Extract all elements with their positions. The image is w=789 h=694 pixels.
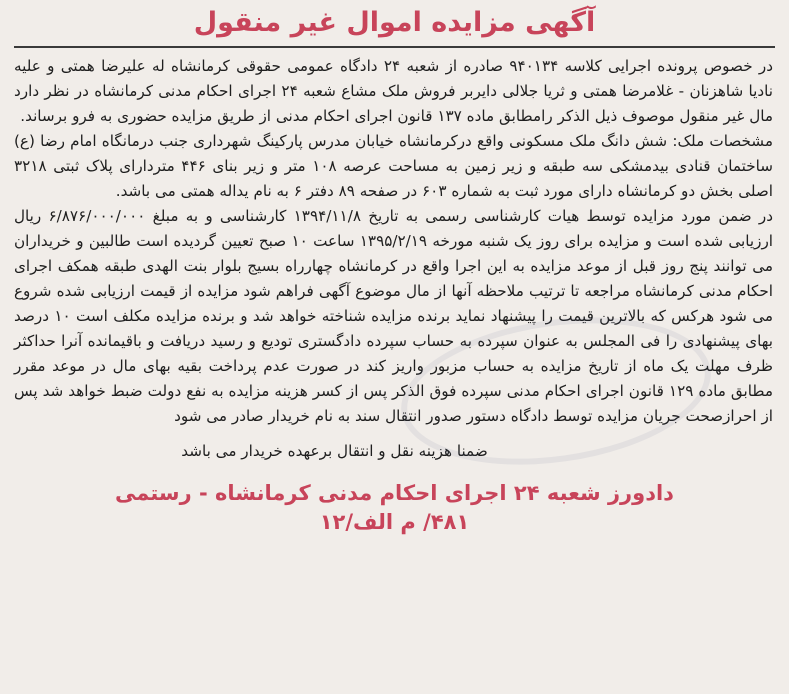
auction-terms-paragraph: در ضمن مورد مزایده توسط هیات کارشناسی رسمی به تاریخ ۱۳۹۴/۱۱/۸ کارشناسی و به مبلغ ۶/۸۷۶/۰۰۰/۰۰۰ ریال ارزیابی شده است و مزایده برای روز یک شنبه مورخه ۱۳۹۵/۲/۱۹ ساعت ۱۰ صبح تعیین گردیده است طالبین و خریداران می توانند پنج روز قبل از موعد مزایده به این اجرا واقع در کرمانشاه چهارراه بسیج بلوار بنت الهدی طبقه همکف اجرای احکام مدنی کرمانشاه مراجعه تا ترتیب ملاحظه آنها از مال موضوع آگهی فراهم شود مزایده از قیمت ارزیابی شده شروع می شود هرکس که بالاترین قیمت را پیشنهاد نماید برنده مزایده شناخته خواهد شد و برنده مزایده مکلف است ۱۰ درصد بهای پیشنهادی را فی المجلس به عنوان سپرده به حساب سپرده دادگستری تودیع و رسید دریافت و باقیمانده آنرا حداکثر ظرف مهلت یک ماه از تاریخ مزایده به حساب مزبور واریز کند در صورت عدم پرداخت بقیه بهای مال در موعد مقرر مطابق ماده ۱۲۹ قانون اجرای احکام مدنی سپرده فوق الذکر پس از کسر هزینه مزایده به نفع دولت ضبط خواهد شد پس از احرازصحت جریان مزایده توسط دادگاه دستور صدور انتقال سند به نام خریدار صادر می شود [14, 207, 774, 425]
reference-number: ۴۸۱/ م الف/۱۲ [319, 510, 470, 534]
notice-body [0, 48, 789, 429]
property-specs-paragraph: مشخصات ملک: شش دانگ ملک مسکونی واقع درکرمانشاه خیابان مدرس پارکینگ شهرداری جنب درمانگاه امام رضا (ع) ساختمان قنادی بیدمشکی سه طبقه و زیر زمین به مساحت عرصه ۱۰۸ متر و زیر بنای ۴۴۶ متردارای پلاک ثبتی ۳۲۱۸ اصلی بخش دو کرمانشاه دارای مورد ثبت به شماره ۶۰۳ در صفحه ۸۹ دفتر ۶ به نام یداله همتی می باشد. [14, 132, 773, 200]
notice-title: آگهی مزایده اموال غیر منقول [193, 7, 596, 38]
signature-line: دادورز شعبه ۲۴ اجرای احکام مدنی کرمانشاه - رستمی [115, 481, 674, 505]
intro-paragraph: در خصوص پرونده اجرایی کلاسه ۹۴۰۱۳۴ صادره از شعبه ۲۴ دادگاه عمومی حقوقی کرمانشاه له علیرضا همتی و علیه نادیا شاهزنان - غلامرضا همتی و ثریا جلالی دایربر فروش ملک مشاع شعبه ۲۴ اجرای احکام مدنی کرمانشاه در نظر دارد مال غیر منقول موصوف ذیل الذکر رامطابق ماده ۱۳۷ قانون اجرای احکام مدنی از طریق مزایده حضوری به فرو برساند. [14, 57, 773, 125]
transfer-cost-note: ضمنا هزینه نقل و انتقال برعهده خریدار می باشد [181, 442, 488, 460]
